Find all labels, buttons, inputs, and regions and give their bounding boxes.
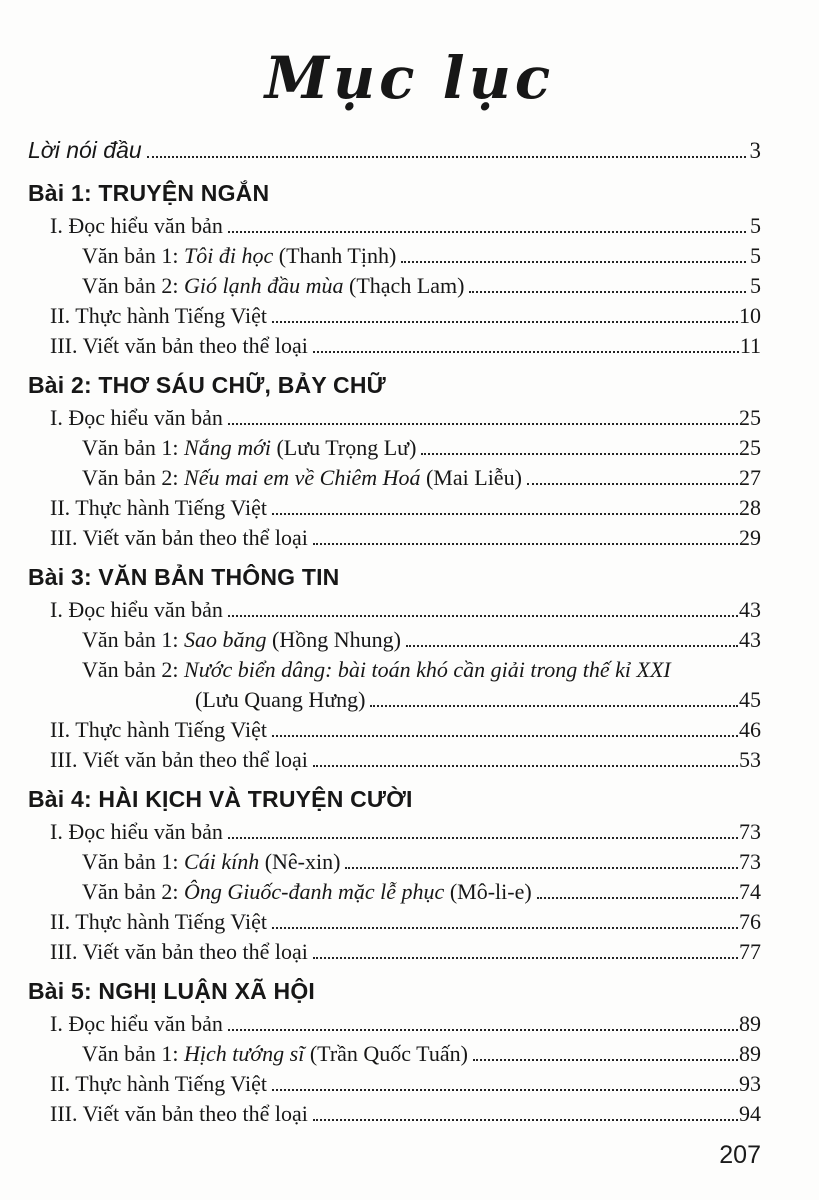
toc-entry [28,431,761,461]
entry-page-number: 73 [739,819,761,844]
entry-page-number: 43 [739,597,761,622]
entry-page-number: 5 [750,243,761,268]
entry-page-number: 5 [750,213,761,238]
entry-page-number: 76 [739,909,761,934]
page-title: Mục lục [264,44,555,112]
entry-label: (Lưu Quang Hưng) [195,687,366,712]
toc-entry [28,401,761,431]
toc-entry [28,875,761,905]
toc-entry [28,845,761,875]
toc-entry [28,209,761,239]
dot-leader [313,957,738,959]
toc-entry [28,905,761,935]
section-heading: Bài 3: VĂN BẢN THÔNG TIN [28,564,340,590]
dot-leader [406,645,738,647]
dot-leader [228,231,746,233]
toc-entry [28,683,761,713]
entry-label: III. Viết văn bản theo thể loại [50,1101,308,1126]
toc-entry [28,713,761,743]
toc-entry [28,521,761,551]
entry-label: Văn bản 1: Cái kính (Nê-xin) [82,849,341,874]
section-heading: Bài 5: NGHỊ LUẬN XÃ HỘI [28,978,316,1004]
section-heading: Bài 1: TRUYỆN NGẮN [28,180,270,206]
dot-leader [228,1029,738,1031]
entry-label: Văn bản 2: Ông Giuốc-đanh mặc lễ phục (Mô-li-e) [82,879,532,904]
entry-page-number: 25 [739,435,761,460]
dot-leader [228,615,738,617]
dot-leader [313,765,738,767]
dot-leader [527,483,738,485]
toc-entry [28,815,761,845]
entry-page-number: 28 [739,495,761,520]
toc-entry [28,1067,761,1097]
dot-leader [228,837,738,839]
toc-entry [28,1037,761,1067]
footer-page-number: 207 [719,1141,761,1169]
dot-leader [421,453,738,455]
entry-page-number: 89 [739,1011,761,1036]
entry-label: I. Đọc hiểu văn bản [50,405,223,430]
toc-entry [28,1097,761,1127]
entry-label: III. Viết văn bản theo thể loại [50,939,308,964]
entry-page-number: 77 [739,939,761,964]
entry-page-number: 94 [739,1101,761,1126]
section-heading: Bài 2: THƠ SÁU CHỮ, BẢY CHỮ [28,372,386,398]
toc-entry [28,593,761,623]
dot-leader [537,897,738,899]
entry-label: Văn bản 1: Sao băng (Hồng Nhung) [82,627,401,652]
entry-label: III. Viết văn bản theo thể loại [50,747,308,772]
toc-entry [28,935,761,965]
entry-page-number: 46 [739,717,761,742]
preface-entry [28,130,761,164]
entry-page-number: 11 [739,333,761,358]
toc-entry [28,299,761,329]
entry-label: II. Thực hành Tiếng Việt [50,303,267,328]
dot-leader [401,261,746,263]
dot-leader [272,321,738,323]
entry-page-number: 93 [739,1071,761,1096]
entry-page-number: 53 [739,747,761,772]
entry-page-number: 27 [739,465,761,490]
entry-label: II. Thực hành Tiếng Việt [50,495,267,520]
entry-page-number: 29 [739,525,761,550]
entry-label: II. Thực hành Tiếng Việt [50,909,267,934]
entry-label: II. Thực hành Tiếng Việt [50,1071,267,1096]
toc-entry [28,1007,761,1037]
dot-leader [272,927,738,929]
toc-entry [28,491,761,521]
toc-entry [28,269,761,299]
entry-label: III. Viết văn bản theo thể loại [50,333,308,358]
dot-leader [370,705,738,707]
entry-label: Văn bản 1: Hịch tướng sĩ (Trần Quốc Tuấn) [82,1041,468,1066]
entry-page-number: 25 [739,405,761,430]
entry-label: I. Đọc hiểu văn bản [50,1011,223,1036]
toc-entry [28,329,761,359]
toc-entry [28,461,761,491]
dot-leader [147,156,746,158]
entry-page-number: 89 [739,1041,761,1066]
dot-leader [313,543,738,545]
entry-page-number: 5 [750,273,761,298]
dot-leader [473,1059,738,1061]
entry-label: I. Đọc hiểu văn bản [50,597,223,622]
dot-leader [272,735,738,737]
entry-label: I. Đọc hiểu văn bản [50,819,223,844]
entry-page-number: 10 [739,303,761,328]
entry-label: III. Viết văn bản theo thể loại [50,525,308,550]
entry-label: Lời nói đầu [28,137,142,163]
entry-label: I. Đọc hiểu văn bản [50,213,223,238]
entry-label: Văn bản 2: Nếu mai em về Chiêm Hoá (Mai Liễu) [82,465,522,490]
entry-label: Văn bản 1: Tôi đi học (Thanh Tịnh) [82,243,397,268]
entry-page-number: 45 [739,687,761,712]
entry-page-number: 74 [739,879,761,904]
entry-page-number: 3 [749,138,761,163]
dot-leader [272,513,738,515]
dot-leader [228,423,738,425]
entry-label: II. Thực hành Tiếng Việt [50,717,267,742]
section-heading: Bài 4: HÀI KỊCH VÀ TRUYỆN CƯỜI [28,786,413,812]
dot-leader [469,291,746,293]
dot-leader [313,1119,738,1121]
entry-page-number: 43 [739,627,761,652]
entry-label: Văn bản 2: Nước biển dâng: bài toán khó cần giải trong thế kỉ XXI [82,657,671,682]
toc-entry [28,623,761,653]
dot-leader [313,351,739,353]
entry-label: Văn bản 1: Nắng mới (Lưu Trọng Lư) [82,435,417,460]
toc-entry [28,743,761,773]
toc-list [0,130,819,1127]
entry-page-number: 73 [739,849,761,874]
entry-label: Văn bản 2: Gió lạnh đầu mùa (Thạch Lam) [82,273,465,298]
toc-entry [28,239,761,269]
dot-leader [345,867,738,869]
toc-entry [28,653,761,683]
dot-leader [272,1089,738,1091]
